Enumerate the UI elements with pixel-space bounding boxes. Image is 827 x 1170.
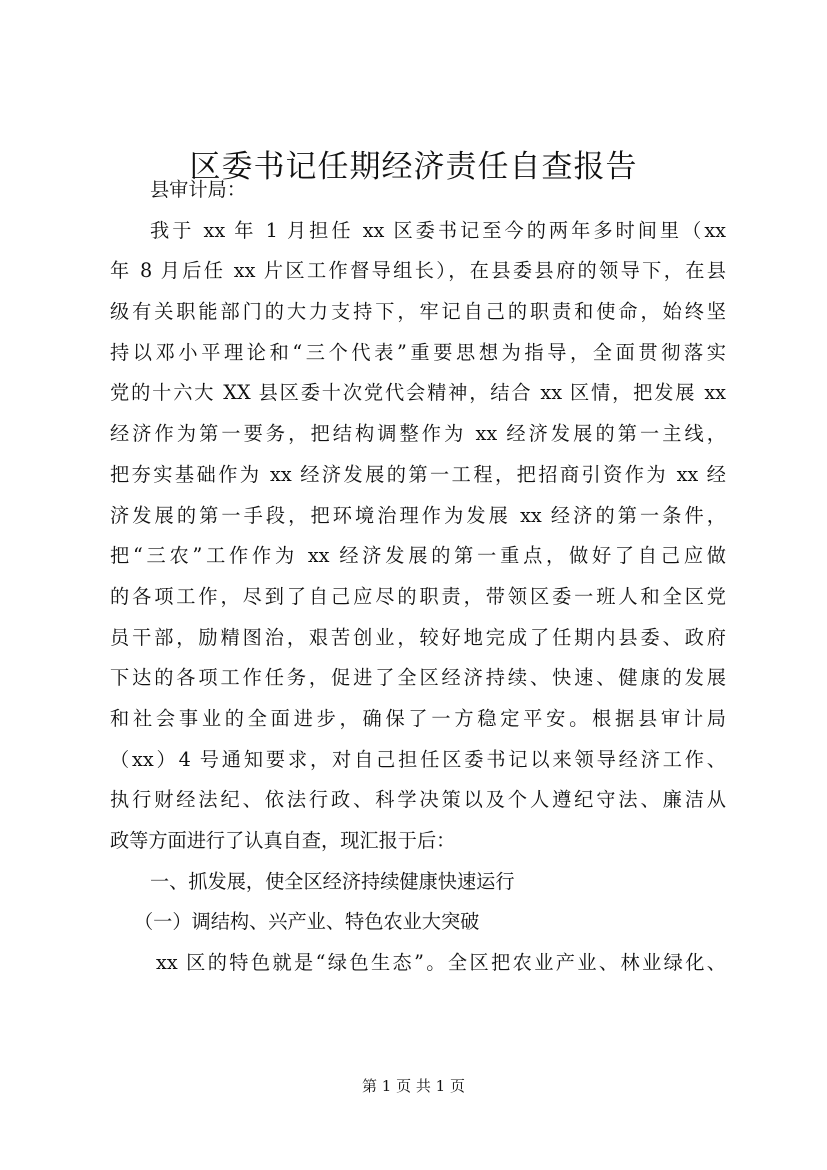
body-line: 政等方面进行了认真自查，现汇报于后： (110, 829, 456, 852)
subsection-heading: （一）调结构、兴产业、特色农业大突破 (134, 910, 480, 934)
body-line: 执行财经法纪、依法行政、科学决策以及个人遵纪守法、廉洁从 (110, 788, 726, 812)
body-line: 持以邓小平理论和“三个代表”重要思想为指导，全面贯彻落实 (110, 340, 726, 364)
salutation: 县审计局： (150, 178, 246, 201)
body-line: 和社会事业的全面进步，确保了一方稳定平安。根据县审计局 (110, 706, 726, 730)
body-line: 把“三农”工作作为 xx 经济发展的第一重点，做好了自己应做 (110, 544, 726, 568)
body-line: 级有关职能部门的大力支持下，牢记自己的职责和使命，始终坚 (110, 300, 726, 324)
body-line: 员干部，励精图治，艰苦创业，较好地完成了任期内县委、政府 (110, 625, 726, 649)
body-line: 年 8 月后任 xx 片区工作督导组长），在县委县府的领导下，在县 (110, 259, 726, 283)
body-line: 我于 xx 年 1 月担任 xx 区委书记至今的两年多时间里（xx (150, 218, 726, 242)
body-line: xx 区的特色就是“绿色生态”。全区把农业产业、林业绿化、 (156, 951, 726, 975)
body-line: 把夯实基础作为 xx 经济发展的第一工程，把招商引资作为 xx 经 (110, 462, 726, 486)
body-line: 济发展的第一手段，把环境治理作为发展 xx 经济的第一条件， (110, 503, 726, 527)
section-heading: 一、抓发展，使全区经济持续健康快速运行 (150, 869, 515, 893)
body-line: 经济作为第一要务，把结构调整作为 xx 经济发展的第一主线， (110, 422, 726, 446)
body-line: 的各项工作，尽到了自己应尽的职责，带领区委一班人和全区党 (110, 584, 726, 608)
body-line: 下达的各项工作任务，促进了全区经济持续、快速、健康的发展 (110, 666, 726, 690)
body-line: （xx）4 号通知要求，对自己担任区委书记以来领导经济工作、 (110, 747, 726, 771)
document-body (110, 170, 726, 984)
document-title: 区委书记任期经济责任自查报告 (189, 149, 638, 185)
page-footer: 第 1 页 共 1 页 (362, 1077, 465, 1095)
body-line: 党的十六大 XX 县区委十次党代会精神，结合 xx 区情，把发展 xx (110, 381, 726, 405)
